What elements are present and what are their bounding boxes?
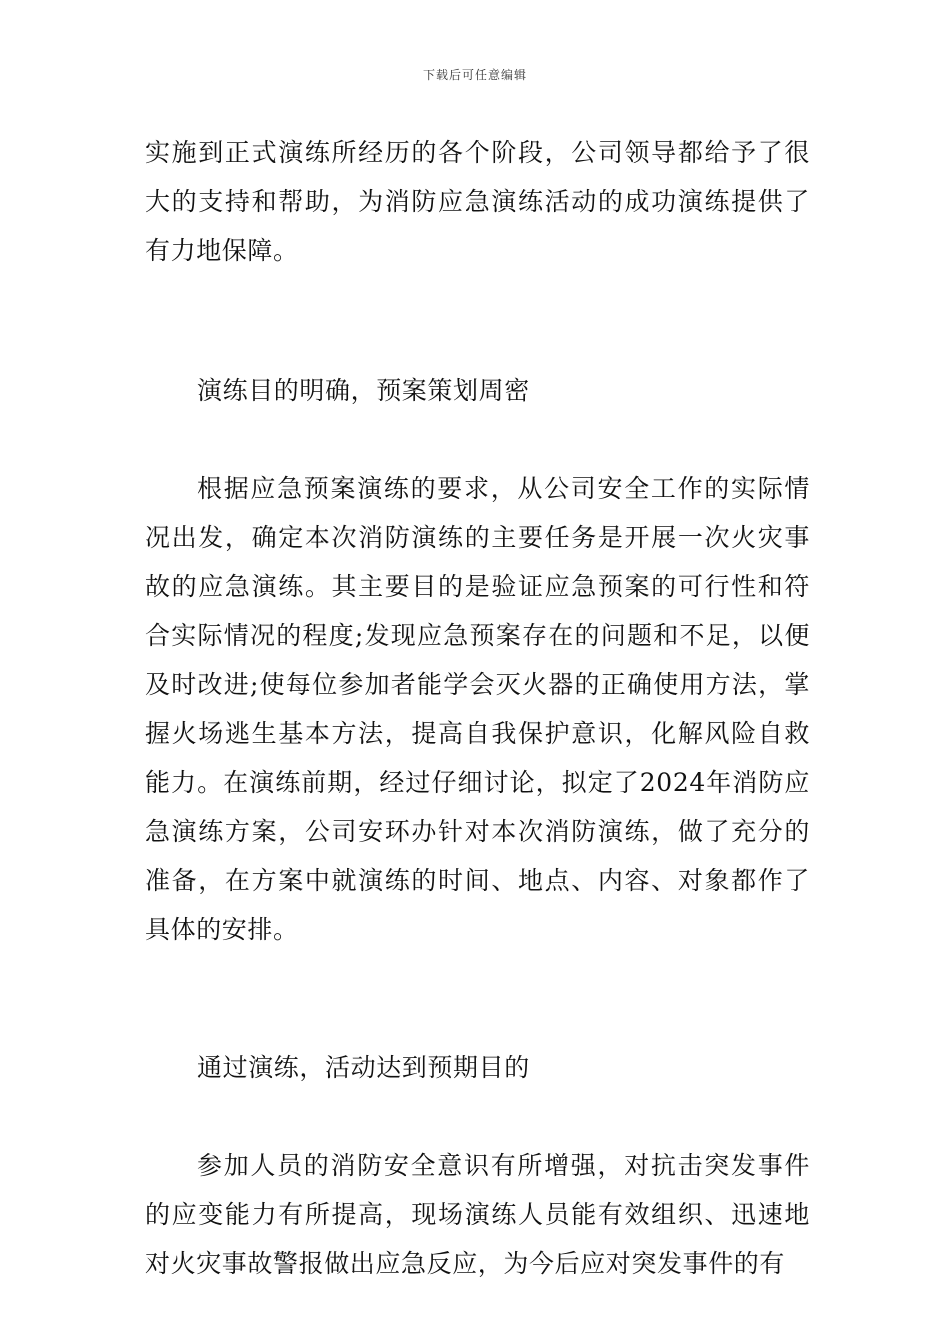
paragraph-purpose: 根据应急预案演练的要求，从公司安全工作的实际情况出发，确定本次消防演练的主要任务是开展一次火灾事故的应急演练。其主要目的是验证应急预案的可行性和符合实际情况的程度;发现应急预案存在的问题和不足，以便及时改进;使每位参加者能学会灭火器的正确使用方法，掌握火场逃生基本方法，提高自我保护意识，化解风险自救能力。在演练前期，经过仔细讨论，拟定了2024年消防应急演练方案，公司安环办针对本次消防演练，做了充分的准备，在方案中就演练的时间、地点、内容、对象都作了具体的安排。 (145, 474, 810, 944)
header-note: 下载后可任意编辑 (422, 68, 527, 82)
document-body (145, 128, 810, 1288)
section-heading-result: 通过演练，活动达到预期目的 (197, 1053, 530, 1082)
paragraph-continuation: 实施到正式演练所经历的各个阶段，公司领导都给予了很大的支持和帮助，为消防应急演练活动的成功演练提供了有力地保障。 (145, 138, 810, 265)
section-heading-purpose: 演练目的明确，预案策划周密 (197, 376, 530, 405)
paragraph-result: 参加人员的消防安全意识有所增强，对抗击突发事件的应变能力有所提高，现场演练人员能有效组织、迅速地对火灾事故警报做出应急反应，为今后应对突发事件的有 (145, 1151, 810, 1278)
